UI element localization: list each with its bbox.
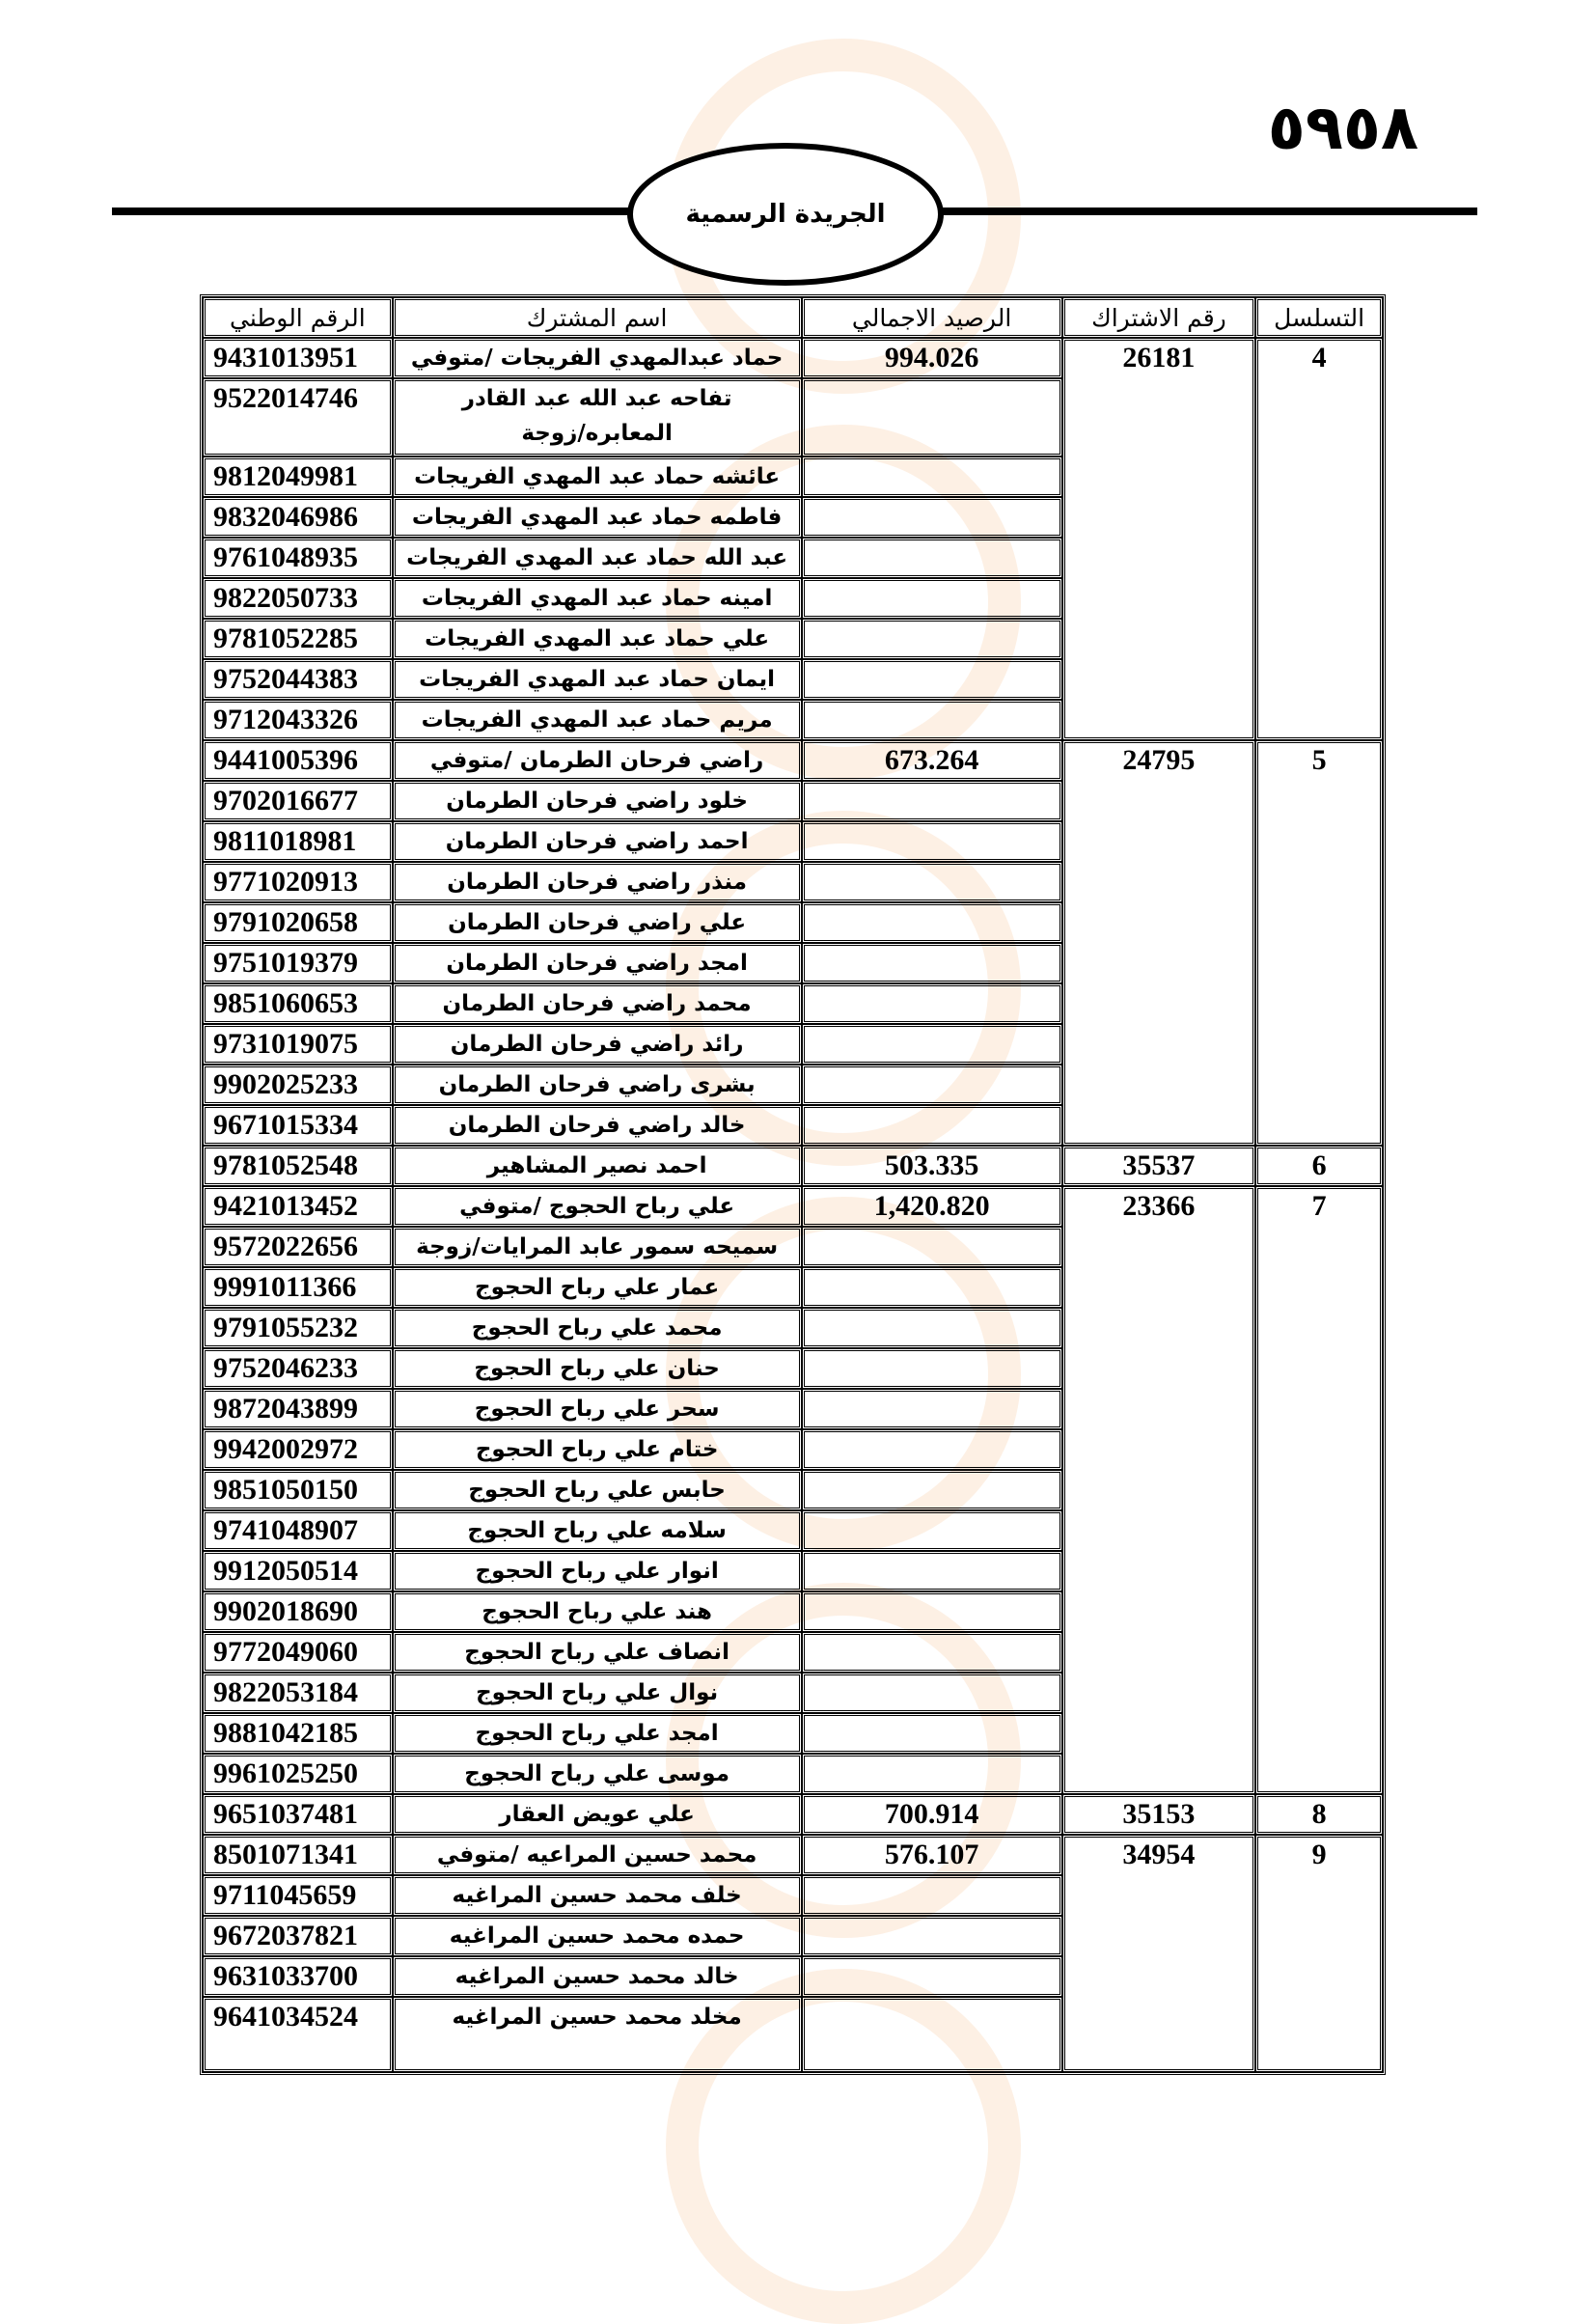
balance-cell — [802, 1510, 1062, 1551]
balance-cell — [802, 378, 1062, 456]
table-row — [203, 1835, 1383, 1875]
national-id-cell: 9822053184 — [203, 1673, 393, 1713]
national-id-cell: 9902025233 — [203, 1065, 393, 1105]
balance-cell: 994.026 — [802, 338, 1062, 378]
table-row — [203, 1794, 1383, 1835]
balance-cell — [802, 1024, 1062, 1065]
balance-cell — [802, 1227, 1062, 1267]
balance-cell: 700.914 — [802, 1794, 1062, 1835]
name-cell: بشرى راضي فرحان الطرمان — [393, 1065, 802, 1105]
subscription-cell: 35153 — [1062, 1794, 1256, 1835]
table-row — [203, 338, 1383, 378]
national-id-cell: 9421013452 — [203, 1186, 393, 1227]
balance-cell — [802, 1308, 1062, 1348]
national-id-cell: 9832046986 — [203, 497, 393, 538]
national-id-cell: 9651037481 — [203, 1794, 393, 1835]
balance-cell — [802, 1673, 1062, 1713]
balance-cell: 576.107 — [802, 1835, 1062, 1875]
name-cell: محمد علي رباح الحجوج — [393, 1308, 802, 1348]
name-cell: مريم حماد عبد المهدي الفريجات — [393, 700, 802, 740]
national-id-cell: 9902018690 — [203, 1591, 393, 1632]
name-cell: خلود راضي فرحان الطرمان — [393, 781, 802, 821]
balance-cell — [802, 1754, 1062, 1794]
national-id-cell: 9752044383 — [203, 659, 393, 700]
balance-cell — [802, 943, 1062, 983]
balance-cell — [802, 1713, 1062, 1754]
header-national-id: الرقم الوطني — [203, 297, 393, 338]
page-number: ٥٩٥٨ — [1267, 93, 1418, 164]
national-id-cell: 9671015334 — [203, 1105, 393, 1146]
serial-cell: 5 — [1255, 740, 1383, 1146]
national-id-cell: 9822050733 — [203, 578, 393, 619]
balance-cell — [802, 1997, 1062, 2072]
national-id-cell: 9812049981 — [203, 456, 393, 497]
name-cell: احمد راضي فرحان الطرمان — [393, 821, 802, 862]
balance-cell — [802, 1956, 1062, 1997]
name-cell: امينه حماد عبد المهدي الفريجات — [393, 578, 802, 619]
national-id-cell: 9741048907 — [203, 1510, 393, 1551]
table-row — [203, 1186, 1383, 1227]
name-cell: تفاحه عبد الله عبد القادر المعابره/زوجة — [393, 378, 802, 456]
name-cell: منذر راضي فرحان الطرمان — [393, 862, 802, 902]
serial-cell: 4 — [1255, 338, 1383, 740]
header-subscription: رقم الاشتراك — [1062, 297, 1256, 338]
balance-cell — [802, 1105, 1062, 1146]
name-cell: سحر علي رباح الحجوج — [393, 1389, 802, 1429]
name-cell: عبد الله حماد عبد المهدي الفريجات — [393, 538, 802, 578]
balance-cell — [802, 902, 1062, 943]
national-id-cell: 8501071341 — [203, 1835, 393, 1875]
table-row — [203, 1146, 1383, 1186]
national-id-cell: 9751019379 — [203, 943, 393, 983]
balance-cell — [802, 1632, 1062, 1673]
national-id-cell: 9431013951 — [203, 338, 393, 378]
name-cell: رائد راضي فرحان الطرمان — [393, 1024, 802, 1065]
name-cell: محمد راضي فرحان الطرمان — [393, 983, 802, 1024]
subscription-cell: 34954 — [1062, 1835, 1256, 2072]
national-id-cell: 9781052285 — [203, 619, 393, 659]
name-cell: علي حماد عبد المهدي الفريجات — [393, 619, 802, 659]
name-cell: خالد راضي فرحان الطرمان — [393, 1105, 802, 1146]
subscription-cell: 26181 — [1062, 338, 1256, 740]
name-cell: ختام علي رباح الحجوج — [393, 1429, 802, 1470]
balance-cell — [802, 1470, 1062, 1510]
national-id-cell: 9991011366 — [203, 1267, 393, 1308]
header-balance: الرصيد الاجمالي — [802, 297, 1062, 338]
name-cell: حابس علي رباح الحجوج — [393, 1470, 802, 1510]
balance-cell — [802, 1875, 1062, 1916]
balance-cell — [802, 578, 1062, 619]
name-cell: عمار علي رباح الحجوج — [393, 1267, 802, 1308]
name-cell: مخلد محمد حسين المراغيه — [393, 1997, 802, 2072]
balance-cell — [802, 983, 1062, 1024]
name-cell: خالد محمد حسين المراغيه — [393, 1956, 802, 1997]
balance-cell — [802, 781, 1062, 821]
name-cell: سميحه سمور عابد المرايات/زوجة — [393, 1227, 802, 1267]
balance-cell — [802, 700, 1062, 740]
name-cell: نوال علي رباح الحجوج — [393, 1673, 802, 1713]
national-id-cell: 9791055232 — [203, 1308, 393, 1348]
table-row — [203, 740, 1383, 781]
name-cell: ايمان حماد عبد المهدي الفريجات — [393, 659, 802, 700]
balance-cell — [802, 497, 1062, 538]
balance-cell — [802, 1916, 1062, 1956]
name-cell: حمده محمد حسين المراغيه — [393, 1916, 802, 1956]
header-name: اسم المشترك — [393, 297, 802, 338]
table-header-row — [203, 297, 1383, 338]
serial-cell: 9 — [1255, 1835, 1383, 2072]
name-cell: حماد عبدالمهدي الفريجات /متوفي — [393, 338, 802, 378]
name-cell: هند علي رباح الحجوج — [393, 1591, 802, 1632]
national-id-cell: 9761048935 — [203, 538, 393, 578]
national-id-cell: 9811018981 — [203, 821, 393, 862]
name-cell: عائشه حماد عبد المهدي الفريجات — [393, 456, 802, 497]
name-cell: موسى علي رباح الحجوج — [393, 1754, 802, 1794]
name-cell: انصاف علي رباح الحجوج — [393, 1632, 802, 1673]
national-id-cell: 9781052548 — [203, 1146, 393, 1186]
national-id-cell: 9961025250 — [203, 1754, 393, 1794]
balance-cell: 1,420.820 — [802, 1186, 1062, 1227]
balance-cell: 673.264 — [802, 740, 1062, 781]
gazette-title: الجريدة الرسمية — [685, 200, 886, 229]
national-id-cell: 9522014746 — [203, 378, 393, 456]
balance-cell — [802, 1429, 1062, 1470]
name-cell: سلامه علي رباح الحجوج — [393, 1510, 802, 1551]
national-id-cell: 9702016677 — [203, 781, 393, 821]
serial-cell: 8 — [1255, 1794, 1383, 1835]
balance-cell — [802, 1348, 1062, 1389]
national-id-cell: 9772049060 — [203, 1632, 393, 1673]
name-cell: علي عويض العقار — [393, 1794, 802, 1835]
national-id-cell: 9631033700 — [203, 1956, 393, 1997]
gazette-seal — [627, 143, 944, 286]
national-id-cell: 9672037821 — [203, 1916, 393, 1956]
name-cell: محمد حسين المراعيه /متوفي — [393, 1835, 802, 1875]
balance-cell — [802, 659, 1062, 700]
national-id-cell: 9572022656 — [203, 1227, 393, 1267]
national-id-cell: 9912050514 — [203, 1551, 393, 1591]
name-cell: فاطمه حماد عبد المهدي الفريجات — [393, 497, 802, 538]
balance-cell — [802, 1389, 1062, 1429]
header-serial: التسلسل — [1255, 297, 1383, 338]
national-id-cell: 9942002972 — [203, 1429, 393, 1470]
balance-cell — [802, 619, 1062, 659]
national-id-cell: 9851060653 — [203, 983, 393, 1024]
national-id-cell: 9872043899 — [203, 1389, 393, 1429]
name-cell: راضي فرحان الطرمان /متوفي — [393, 740, 802, 781]
name-cell: انوار علي رباح الحجوج — [393, 1551, 802, 1591]
table-body — [203, 338, 1383, 2072]
balance-cell — [802, 1591, 1062, 1632]
balance-cell: 503.335 — [802, 1146, 1062, 1186]
name-cell: امجد علي رباح الحجوج — [393, 1713, 802, 1754]
national-id-cell: 9851050150 — [203, 1470, 393, 1510]
national-id-cell: 9731019075 — [203, 1024, 393, 1065]
national-id-cell: 9791020658 — [203, 902, 393, 943]
subscribers-table — [200, 294, 1386, 2075]
serial-cell: 7 — [1255, 1186, 1383, 1794]
subscription-cell: 24795 — [1062, 740, 1256, 1146]
national-id-cell: 9712043326 — [203, 700, 393, 740]
name-cell: احمد نصير المشاهير — [393, 1146, 802, 1186]
balance-cell — [802, 1551, 1062, 1591]
balance-cell — [802, 1065, 1062, 1105]
serial-cell: 6 — [1255, 1146, 1383, 1186]
name-cell: حنان علي رباح الحجوج — [393, 1348, 802, 1389]
national-id-cell: 9711045659 — [203, 1875, 393, 1916]
balance-cell — [802, 862, 1062, 902]
national-id-cell: 9441005396 — [203, 740, 393, 781]
name-cell: علي رباح الحجوج /متوفي — [393, 1186, 802, 1227]
balance-cell — [802, 1267, 1062, 1308]
subscription-cell: 35537 — [1062, 1146, 1256, 1186]
national-id-cell: 9881042185 — [203, 1713, 393, 1754]
name-cell: خلف محمد حسين المراغيه — [393, 1875, 802, 1916]
name-cell: علي راضي فرحان الطرمان — [393, 902, 802, 943]
subscription-cell: 23366 — [1062, 1186, 1256, 1794]
balance-cell — [802, 821, 1062, 862]
national-id-cell: 9641034524 — [203, 1997, 393, 2072]
balance-cell — [802, 456, 1062, 497]
name-cell: امجد راضي فرحان الطرمان — [393, 943, 802, 983]
balance-cell — [802, 538, 1062, 578]
national-id-cell: 9771020913 — [203, 862, 393, 902]
national-id-cell: 9752046233 — [203, 1348, 393, 1389]
